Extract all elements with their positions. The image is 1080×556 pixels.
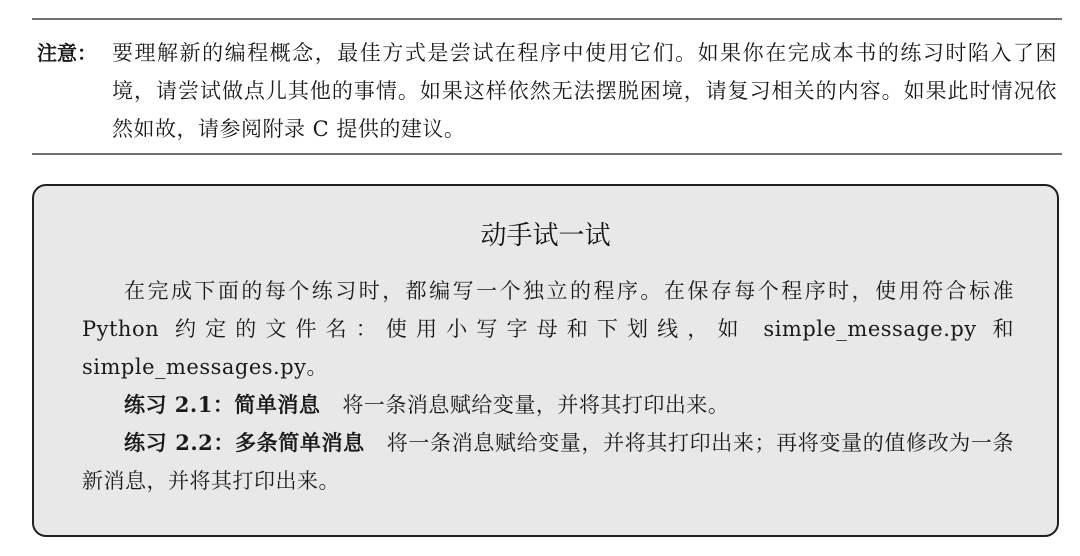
exercise-2-2 [82,424,1014,500]
note-box [32,18,1062,155]
try-it-title: 动手试一试 [480,221,611,251]
exercise-title: 练习 2.1：简单消息 [124,392,321,417]
exercise-2-1 [82,386,1014,424]
try-it-box [32,184,1059,537]
exercise-text: 将一条消息赋给变量，并将其打印出来。 [342,393,730,417]
exercise-title: 练习 2.2：多条简单消息 [124,430,365,455]
try-it-content [82,272,1014,500]
note-label: 注意： [37,41,97,65]
try-it-intro: 在完成下面的每个练习时，都编写一个独立的程序。在保存每个程序时，使用符合标准 Python 约定的文件名：使用小写字母和下划线，如 simple_message.py 和 simple_messages.py。 [82,279,1014,379]
exercise-text: 将一条消息赋给变量，并将其打印出来；再将变量的值修改为一条新消息，并将其打印出来。 [82,431,1014,493]
note-text: 要理解新的编程概念，最佳方式是尝试在程序中使用它们。如果你在完成本书的练习时陷入了困境，请尝试做点儿其他的事情。如果这样依然无法摆脱困境，请复习相关的内容。如果此时情况依然如故，请参阅附录 C 提供的建议。 [112,41,1057,141]
